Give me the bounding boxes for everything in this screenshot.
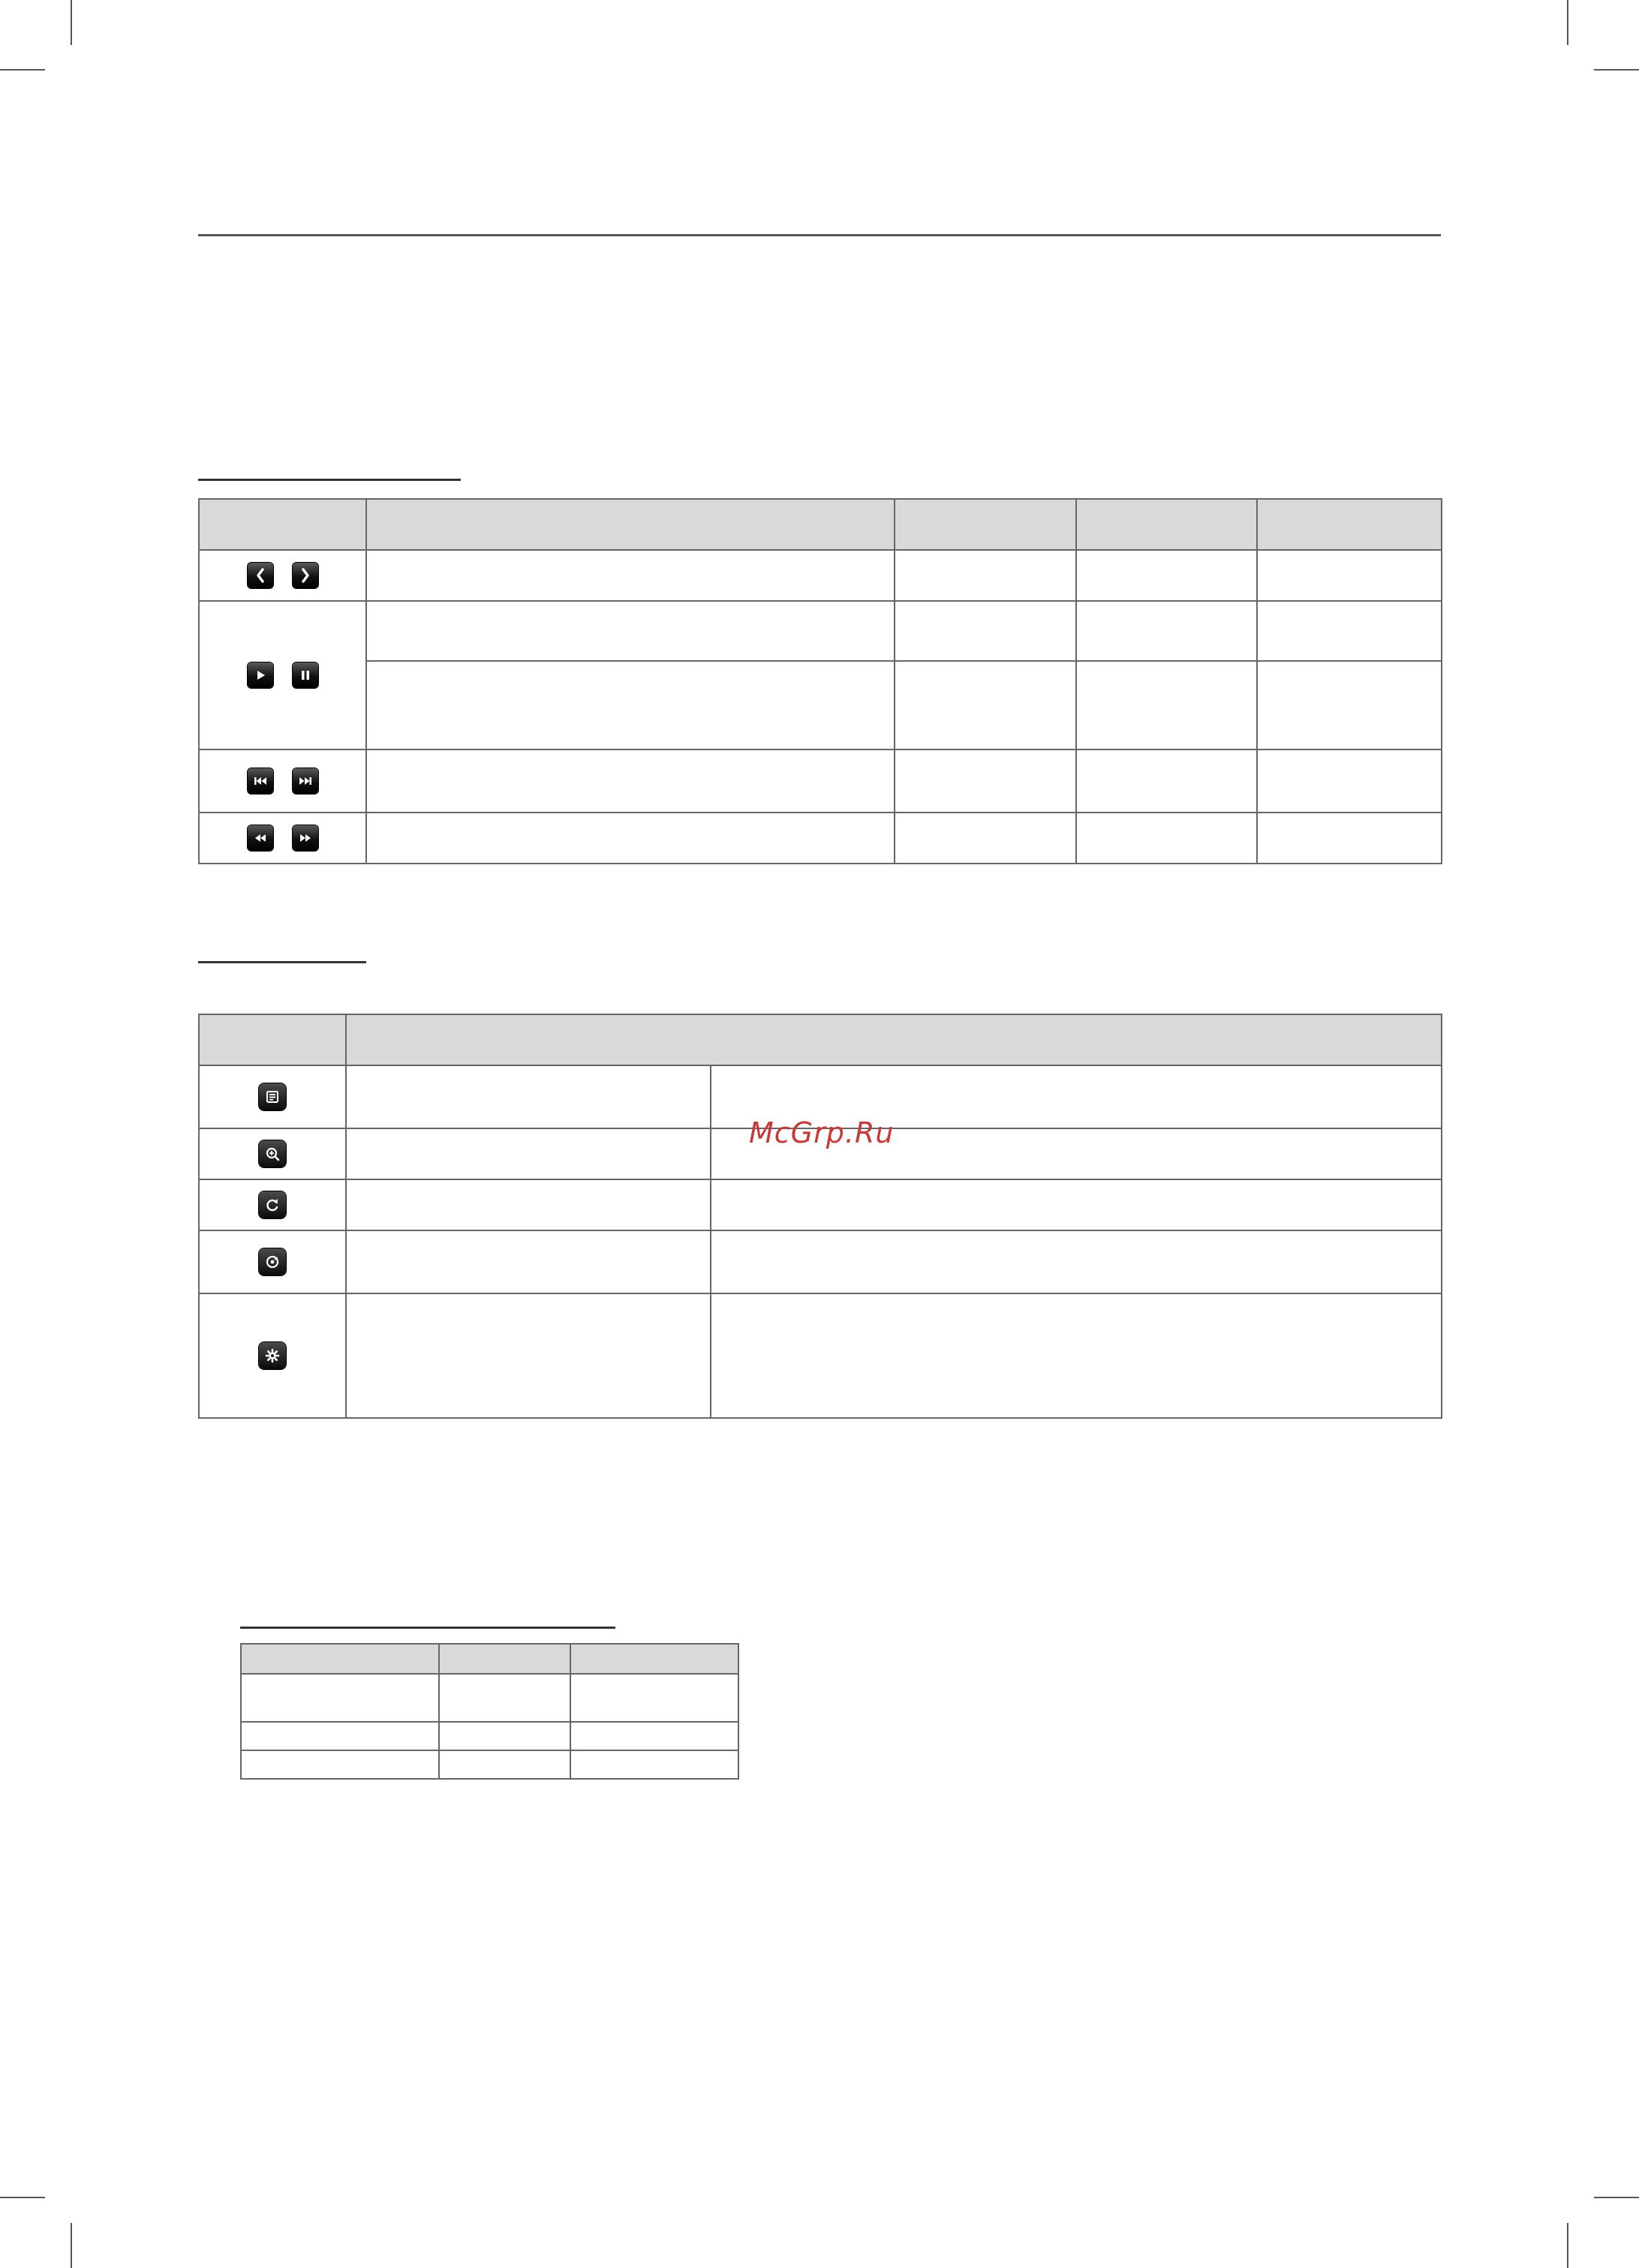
icon-cell — [199, 749, 366, 813]
header-cell — [1257, 499, 1442, 550]
crop-mark — [1594, 2197, 1639, 2198]
crop-mark — [1567, 0, 1568, 45]
table-row — [241, 1722, 738, 1750]
table-cell — [570, 1674, 738, 1722]
table-cell — [570, 1750, 738, 1779]
watermark: McGrp.Ru — [749, 1116, 895, 1149]
header-cell — [1076, 499, 1257, 550]
table-cell — [1076, 550, 1257, 601]
pause-icon — [293, 662, 318, 688]
table-cell — [346, 1293, 711, 1418]
table-cell — [1257, 661, 1442, 749]
table-header-row — [241, 1644, 738, 1674]
table-cell — [711, 1293, 1442, 1418]
header-cell — [346, 1014, 1442, 1065]
section-heading-rule — [198, 479, 461, 481]
zoom-icon — [259, 1140, 286, 1167]
table-cell — [241, 1750, 439, 1779]
table-row — [199, 550, 1442, 601]
table-cell — [1257, 601, 1442, 661]
header-cell — [241, 1644, 439, 1674]
rewind-icon — [248, 825, 273, 851]
table-cell — [1257, 550, 1442, 601]
table-cell — [711, 1230, 1442, 1293]
table-cell — [711, 1179, 1442, 1230]
icon-cell — [199, 1230, 346, 1293]
table-cell — [1076, 661, 1257, 749]
table-cell — [439, 1674, 570, 1722]
table-cell — [895, 813, 1076, 864]
options-table — [198, 1014, 1442, 1419]
header-cell — [199, 499, 366, 550]
crop-mark — [0, 69, 45, 71]
fast-forward-icon — [293, 825, 318, 851]
table-cell — [1076, 813, 1257, 864]
table-row — [199, 1230, 1442, 1293]
crop-mark — [71, 0, 72, 45]
header-cell — [439, 1644, 570, 1674]
rotate-icon — [259, 1191, 286, 1218]
table-cell — [570, 1722, 738, 1750]
page-header-rule — [198, 234, 1441, 236]
slideshow-icon — [259, 1083, 286, 1110]
section-heading-rule — [198, 961, 366, 963]
table-cell — [895, 550, 1076, 601]
table-header-row — [199, 1014, 1442, 1065]
icon-cell — [199, 1128, 346, 1179]
table-cell — [1257, 813, 1442, 864]
table-row — [199, 813, 1442, 864]
table-cell — [241, 1722, 439, 1750]
table-cell — [895, 749, 1076, 813]
table-cell — [1257, 749, 1442, 813]
icon-cell — [199, 550, 366, 601]
table-row — [199, 1293, 1442, 1418]
table-cell — [895, 661, 1076, 749]
table-row — [199, 661, 1442, 749]
icon-cell — [199, 1293, 346, 1418]
crop-mark — [1594, 69, 1639, 71]
table-row — [241, 1750, 738, 1779]
table-cell — [439, 1750, 570, 1779]
skip-previous-icon — [248, 768, 273, 794]
table-row — [241, 1674, 738, 1722]
header-cell — [570, 1644, 738, 1674]
icon-cell — [199, 813, 366, 864]
table-cell — [1076, 749, 1257, 813]
icon-cell — [199, 1065, 346, 1128]
small-specs-table — [240, 1643, 739, 1780]
header-cell — [895, 499, 1076, 550]
play-icon — [248, 662, 273, 688]
table-row — [199, 1179, 1442, 1230]
table-cell — [366, 601, 895, 661]
icon-cell — [199, 1179, 346, 1230]
settings-gear-icon — [259, 1342, 286, 1369]
table-header-row — [199, 499, 1442, 550]
crop-mark — [1567, 2223, 1568, 2268]
table-cell — [366, 813, 895, 864]
table-cell — [366, 661, 895, 749]
table-cell — [346, 1065, 711, 1128]
crop-mark — [71, 2223, 72, 2268]
table-cell — [366, 550, 895, 601]
icon-cell — [199, 601, 366, 749]
table-cell — [895, 601, 1076, 661]
table-cell — [366, 749, 895, 813]
table-cell — [346, 1128, 711, 1179]
disc-icon — [259, 1248, 286, 1275]
table-cell — [241, 1674, 439, 1722]
crop-mark — [0, 2197, 45, 2198]
table-row — [199, 749, 1442, 813]
skip-next-icon — [293, 768, 318, 794]
playback-controls-table — [198, 498, 1442, 864]
chevron-right-icon — [293, 563, 318, 588]
header-cell — [199, 1014, 346, 1065]
chevron-left-icon — [248, 563, 273, 588]
table-cell — [1076, 601, 1257, 661]
table-row — [199, 601, 1442, 661]
table-cell — [439, 1722, 570, 1750]
table-cell — [346, 1179, 711, 1230]
table-cell — [346, 1230, 711, 1293]
section-heading-rule — [240, 1627, 615, 1629]
header-cell — [366, 499, 895, 550]
